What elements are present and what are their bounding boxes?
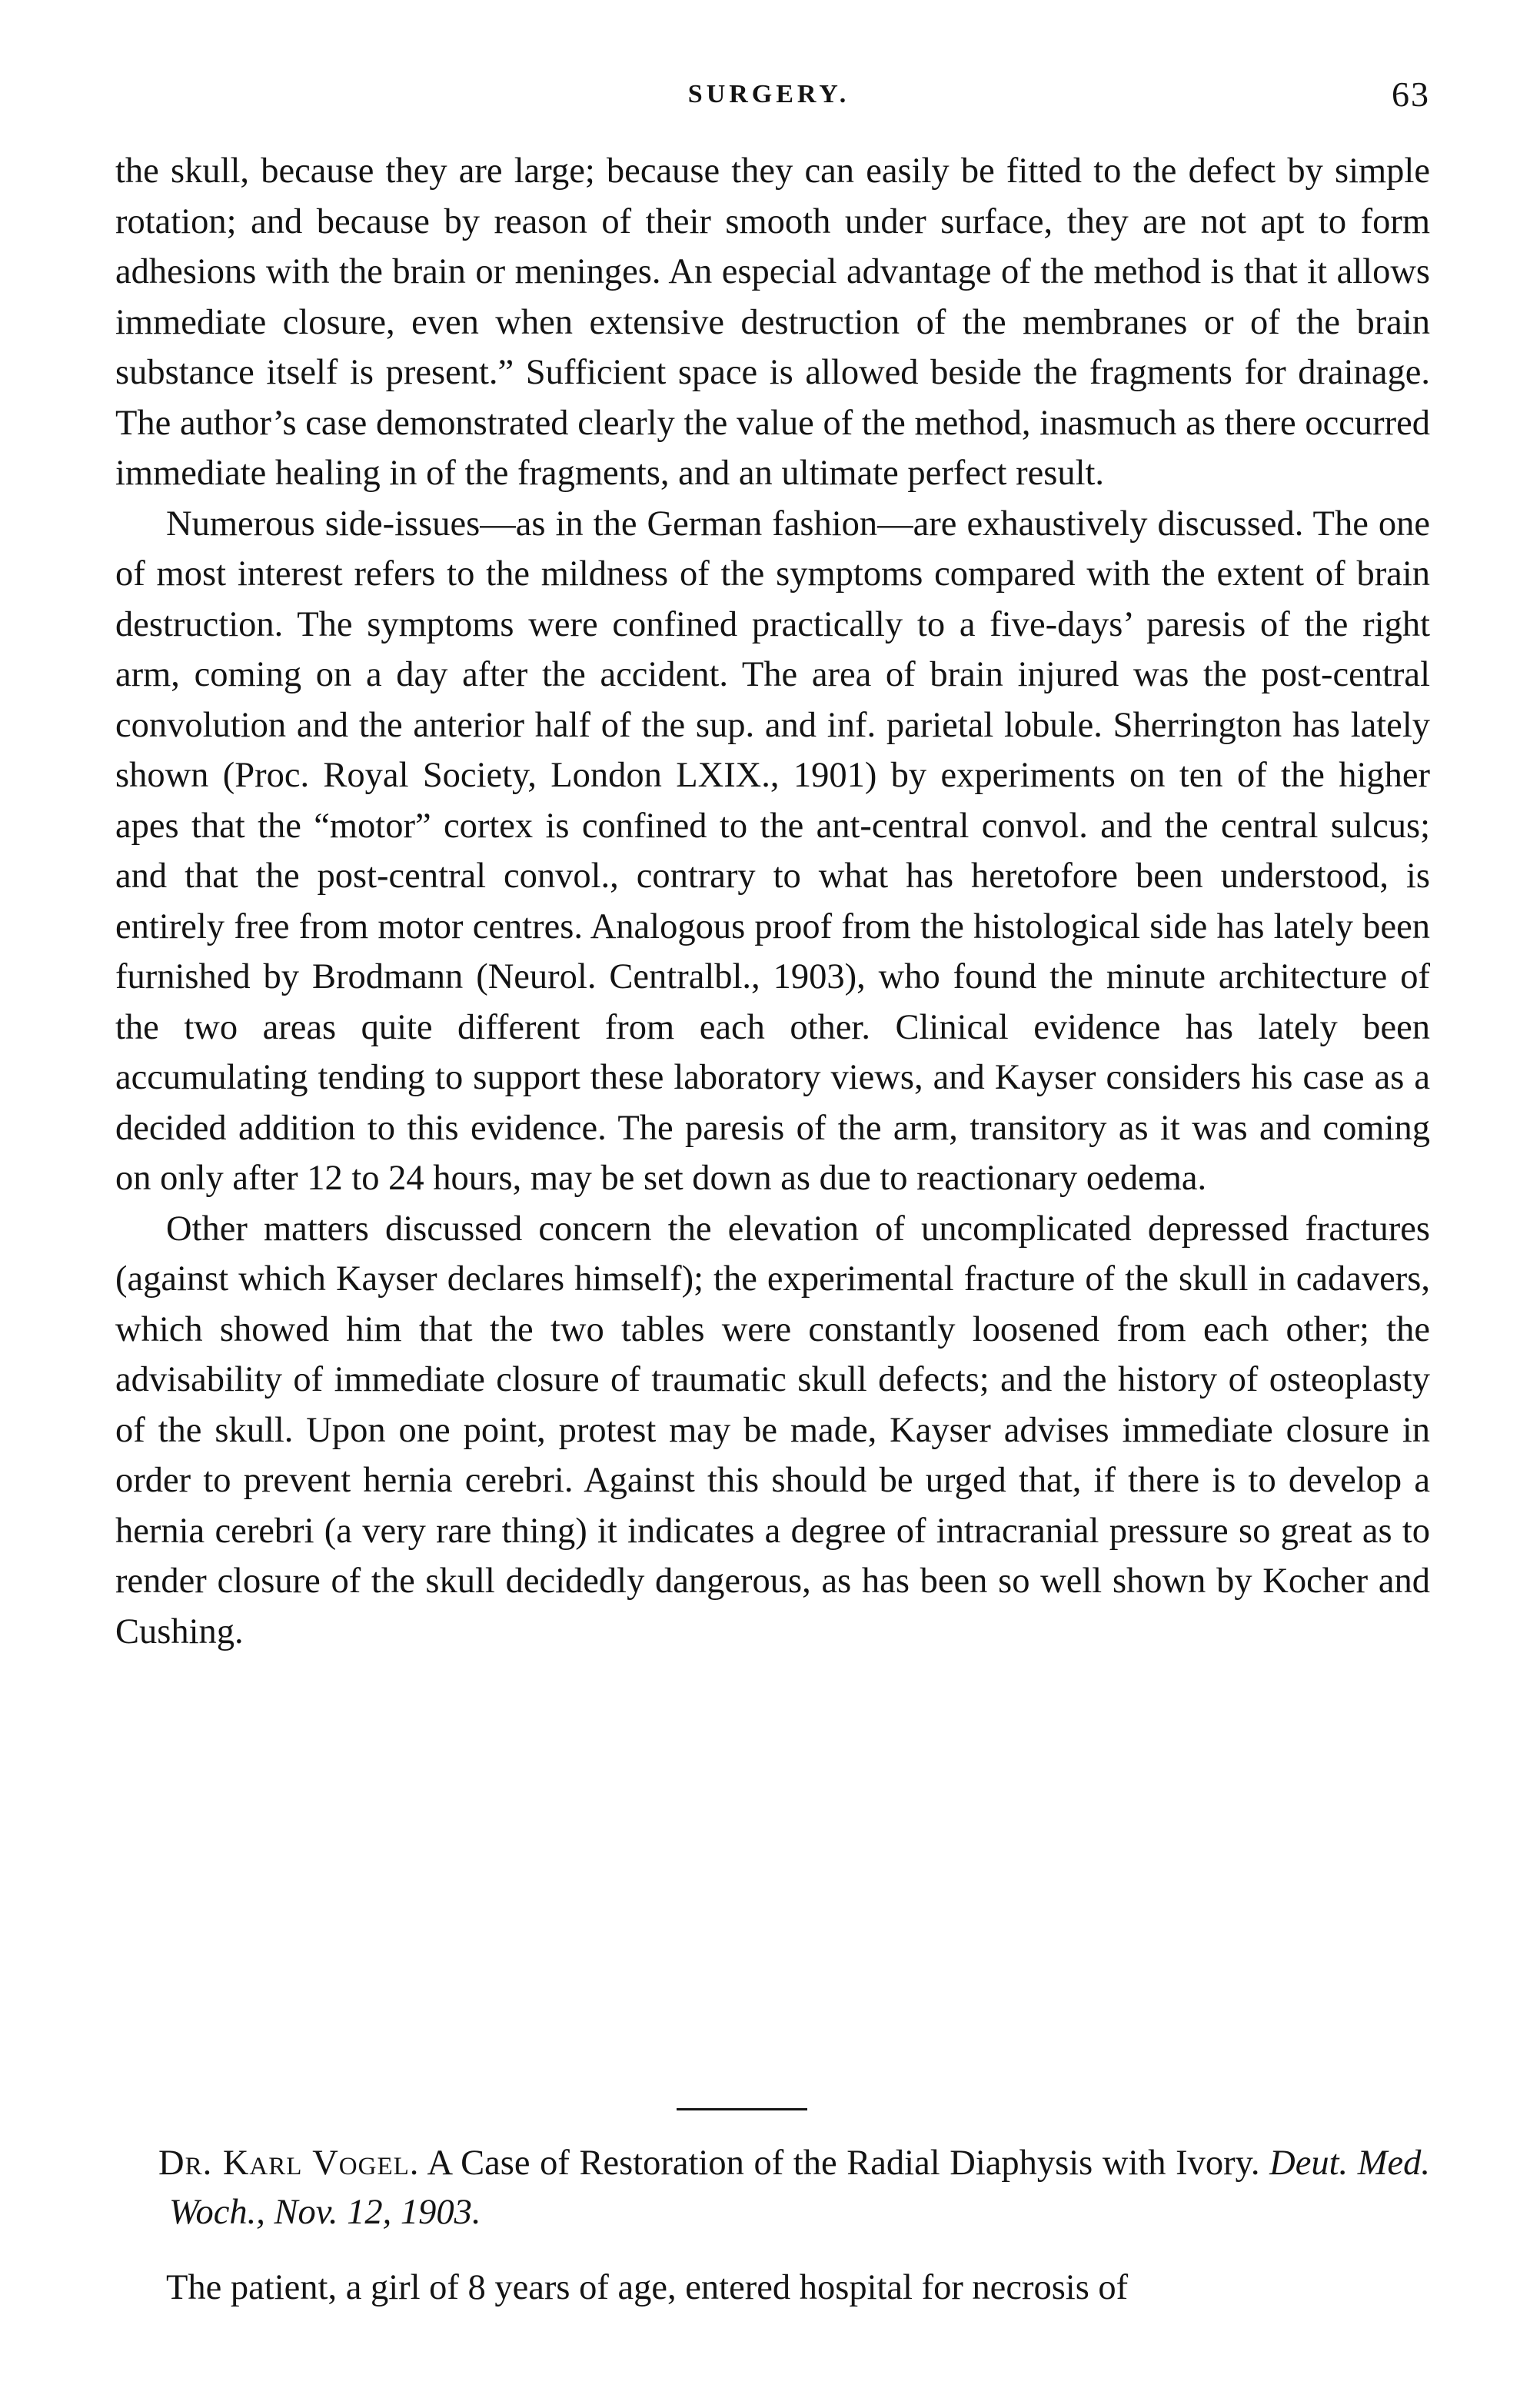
running-head [108,71,1430,125]
paragraph-patient: The patient, a girl of 8 years of age, entered hospital for necrosis of [166,2268,1129,2307]
paragraph-other-matters: Other matters discussed concern the elevation of uncomplicated depressed fractures (against which Kayser declares himself); the experimental fracture of the skull in cadavers, which showed him that the two tables were constantly loosened from each other; the advisability of immediate closure of traumatic skull defects; and the history of osteoplasty of the skull. Upon one point, protest may be made, Kayser advises immediate closure in order to prevent hernia cerebri. Against this should be urged that, if there is to develop a hernia cerebri (a very rare thing) it indicates a degree of intracranial pressure so great as to render closure of the skull decidedly dangerous, as has been so well shown by Kocher and Cushing. [115,1209,1430,1651]
paragraph-side-issues: Numerous side-issues—as in the German fashion—are exhaustively discussed. The one of most interest refers to the mildness of the symptoms compared with the extent of brain destruction. The symptoms were confined practically to a five-days’ paresis of the right arm, coming on a day after the accident. The area of brain injured was the post-central convolution and the anterior half of the sup. and inf. parietal lobule. Sherrington has lately shown (Proc. Royal Society, London LXIX., 1901) by experiments on ten of the higher apes that the “motor” cortex is confined to the ant-central convol. and the central sulcus; and that the post-central convol., contrary to what has heretofore been understood, is entirely free from motor centres. Analogous proof from the histological side has lately been furnished by Brodmann (Neurol. Centralbl., 1903), who found the minute architecture of the two areas quite different from each other. Clinical evidence has lately been accumulating tending to support these laboratory views, and Kayser considers his case as a decided addition to this evidence. The paresis of the arm, transitory as it was and coming on only after 12 to 24 hours, may be set down as due to reactionary oedema. [115,504,1430,1198]
article-body [115,146,1430,1657]
citation-author: Dr. Karl Vogel. [158,2144,420,2183]
paragraph-continuation: the skull, because they are large; because they can easily be fitted to the defect by simple rotation; and because by reason of their smooth under surface, they are not apt to form adhesions with the brain or meninges. An especial advantage of the method is that it allows immediate closure, even when extensive destruction of the membranes or of the brain substance itself is present.” Sufficient space is allowed beside the fragments for drainage. The author’s case demonstrated clearly the value of the method, inasmuch as there occurred immediate healing in of the fragments, and an ultimate perfect result. [115,151,1430,493]
section-divider [677,2108,807,2110]
citation-source: Deut. Med. Woch., Nov. 12, 1903. [169,2144,1430,2232]
page-number: 63 [1392,75,1430,114]
citation-entry [115,2139,1430,2237]
citation-title: A Case of Restoration of the Radial Diaphysis with Ivory. [427,2144,1260,2183]
running-head-title: SURGERY. [687,80,850,108]
